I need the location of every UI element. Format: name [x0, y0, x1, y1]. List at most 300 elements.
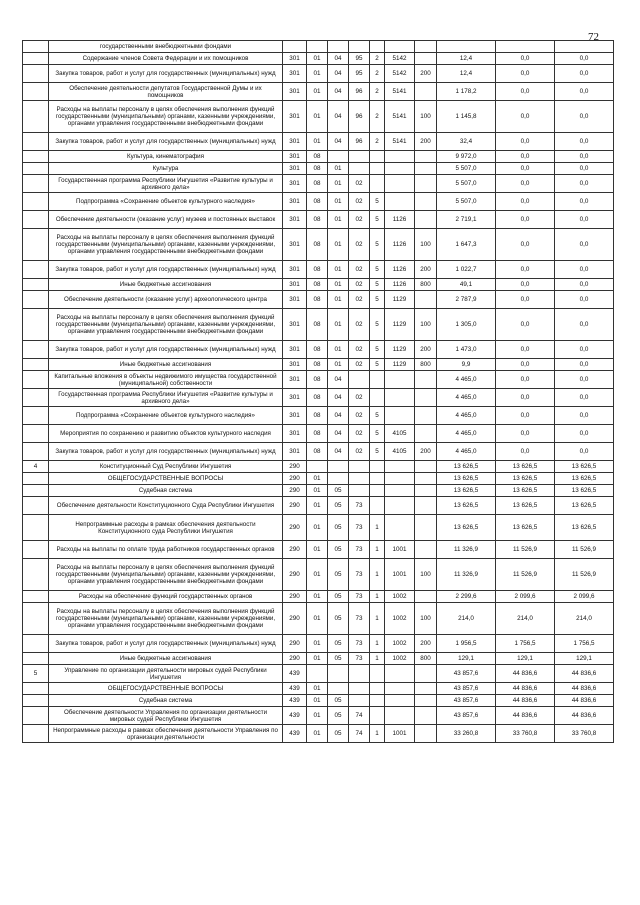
- code-ministry: 301: [283, 65, 307, 83]
- code-section: 08: [307, 193, 328, 211]
- amount-year-3: 13 626,5: [555, 515, 614, 541]
- amount-year-2: 44 836,6: [496, 707, 555, 725]
- code-expense-type: 100: [415, 559, 437, 591]
- amount-year-1: 4 465,0: [437, 425, 496, 443]
- code-program: 96: [349, 101, 370, 133]
- code-section: 01: [307, 541, 328, 559]
- code-subsection: 01: [328, 163, 349, 175]
- amount-year-2: 11 526,9: [496, 559, 555, 591]
- code-subprogram: 1: [370, 635, 385, 653]
- row-number: [23, 151, 49, 163]
- expense-name: Непрограммные расходы в рамках обеспечения деятельности Конституционного суда Республики Ингушетия: [49, 515, 283, 541]
- amount-year-1: 9,9: [437, 359, 496, 371]
- table-row: [23, 707, 614, 725]
- amount-year-2: 0,0: [496, 133, 555, 151]
- row-number: [23, 133, 49, 151]
- code-subprogram: 1: [370, 653, 385, 665]
- code-direction: 5141: [385, 83, 415, 101]
- amount-year-2: 0,0: [496, 83, 555, 101]
- code-program: [349, 151, 370, 163]
- code-ministry: 290: [283, 473, 307, 485]
- table-row: [23, 41, 614, 53]
- code-expense-type: [415, 371, 437, 389]
- code-direction: [385, 389, 415, 407]
- amount-year-2: 0,0: [496, 359, 555, 371]
- code-ministry: 301: [283, 53, 307, 65]
- table-row: [23, 665, 614, 683]
- table-row: [23, 53, 614, 65]
- code-section: 01: [307, 707, 328, 725]
- code-program: 95: [349, 65, 370, 83]
- code-direction: 5142: [385, 53, 415, 65]
- amount-year-1: 2 787,9: [437, 291, 496, 309]
- table-row: [23, 683, 614, 695]
- amount-year-2: 0,0: [496, 309, 555, 341]
- code-subprogram: 1: [370, 559, 385, 591]
- code-subsection: 01: [328, 211, 349, 229]
- code-program: 02: [349, 291, 370, 309]
- amount-year-1: 49,1: [437, 279, 496, 291]
- code-ministry: 290: [283, 591, 307, 603]
- amount-year-1: 11 326,9: [437, 559, 496, 591]
- code-program: 02: [349, 359, 370, 371]
- amount-year-2: 33 760,8: [496, 725, 555, 743]
- code-ministry: 301: [283, 359, 307, 371]
- table-row: [23, 591, 614, 603]
- expense-name: Закупка товаров, работ и услуг для государственных (муниципальных) нужд: [49, 341, 283, 359]
- amount-year-3: 44 836,6: [555, 665, 614, 683]
- amount-year-2: 13 626,5: [496, 497, 555, 515]
- amount-year-1: 214,0: [437, 603, 496, 635]
- table-row: [23, 443, 614, 461]
- code-subsection: 01: [328, 359, 349, 371]
- amount-year-2: 2 099,6: [496, 591, 555, 603]
- row-number: [23, 473, 49, 485]
- code-program: [349, 371, 370, 389]
- code-program: 96: [349, 83, 370, 101]
- amount-year-2: 0,0: [496, 53, 555, 65]
- code-expense-type: 100: [415, 309, 437, 341]
- amount-year-1: 5 507,0: [437, 175, 496, 193]
- code-subprogram: 5: [370, 211, 385, 229]
- amount-year-3: 0,0: [555, 193, 614, 211]
- code-program: 95: [349, 53, 370, 65]
- amount-year-2: 0,0: [496, 211, 555, 229]
- code-subsection: 05: [328, 653, 349, 665]
- table-row: [23, 407, 614, 425]
- code-subsection: [328, 683, 349, 695]
- table-body: [23, 41, 614, 743]
- table-row: [23, 515, 614, 541]
- amount-year-2: 0,0: [496, 151, 555, 163]
- code-subprogram: 1: [370, 591, 385, 603]
- code-section: 01: [307, 101, 328, 133]
- code-subsection: 04: [328, 133, 349, 151]
- code-section: 01: [307, 65, 328, 83]
- row-number: [23, 497, 49, 515]
- code-direction: [385, 461, 415, 473]
- code-program: 02: [349, 193, 370, 211]
- row-number: [23, 163, 49, 175]
- code-subprogram: 5: [370, 359, 385, 371]
- table-row: [23, 497, 614, 515]
- amount-year-3: 0,0: [555, 389, 614, 407]
- code-program: 02: [349, 211, 370, 229]
- expense-name: ОБЩЕГОСУДАРСТВЕННЫЕ ВОПРОСЫ: [49, 473, 283, 485]
- amount-year-1: 1 956,5: [437, 635, 496, 653]
- code-subsection: 01: [328, 229, 349, 261]
- code-ministry: 301: [283, 291, 307, 309]
- amount-year-2: 13 626,5: [496, 461, 555, 473]
- row-number: [23, 41, 49, 53]
- amount-year-2: 0,0: [496, 261, 555, 279]
- amount-year-2: 13 626,5: [496, 473, 555, 485]
- amount-year-1: 43 857,6: [437, 695, 496, 707]
- amount-year-1: 1 145,8: [437, 101, 496, 133]
- code-subsection: 04: [328, 389, 349, 407]
- amount-year-3: 0,0: [555, 261, 614, 279]
- code-section: 01: [307, 683, 328, 695]
- expense-name: Закупка товаров, работ и услуг для государственных (муниципальных) нужд: [49, 65, 283, 83]
- code-expense-type: [415, 407, 437, 425]
- expense-name: Расходы на выплаты персоналу в целях обеспечения выполнения функций государственными (муниципальными) органами, казенными учреждениями, органами управления государственными внебюджетными фондами: [49, 309, 283, 341]
- code-ministry: 290: [283, 653, 307, 665]
- amount-year-2: 0,0: [496, 163, 555, 175]
- amount-year-2: 44 836,6: [496, 665, 555, 683]
- row-number: [23, 211, 49, 229]
- code-subprogram: 1: [370, 515, 385, 541]
- code-program: 02: [349, 261, 370, 279]
- code-subprogram: [370, 175, 385, 193]
- code-direction: 1126: [385, 279, 415, 291]
- expense-name: Расходы на выплаты персоналу в целях обеспечения выполнения функций государственными (муниципальными) органами, казенными учреждениями, органами управления государственными внебюджетными фондами: [49, 603, 283, 635]
- code-ministry: 290: [283, 635, 307, 653]
- row-number: [23, 443, 49, 461]
- expense-name: Культура: [49, 163, 283, 175]
- amount-year-3: 44 836,6: [555, 695, 614, 707]
- code-direction: 1002: [385, 653, 415, 665]
- amount-year-1: 1 022,7: [437, 261, 496, 279]
- amount-year-3: [555, 41, 614, 53]
- code-subprogram: 5: [370, 425, 385, 443]
- table-row: [23, 695, 614, 707]
- expense-name: Обеспечение деятельности (оказание услуг) музеев и постоянных выставок: [49, 211, 283, 229]
- code-ministry: 301: [283, 389, 307, 407]
- code-expense-type: [415, 83, 437, 101]
- code-subprogram: 5: [370, 229, 385, 261]
- code-expense-type: 200: [415, 261, 437, 279]
- amount-year-3: 13 626,5: [555, 485, 614, 497]
- code-expense-type: [415, 163, 437, 175]
- amount-year-1: 12,4: [437, 53, 496, 65]
- code-direction: [385, 707, 415, 725]
- code-subsection: 04: [328, 443, 349, 461]
- code-program: [349, 461, 370, 473]
- code-subsection: 04: [328, 425, 349, 443]
- code-expense-type: [415, 425, 437, 443]
- code-subprogram: 5: [370, 341, 385, 359]
- code-ministry: 301: [283, 175, 307, 193]
- code-subprogram: [370, 473, 385, 485]
- amount-year-3: 0,0: [555, 425, 614, 443]
- code-subprogram: 2: [370, 101, 385, 133]
- row-number: [23, 341, 49, 359]
- code-direction: 1126: [385, 229, 415, 261]
- amount-year-3: 2 099,6: [555, 591, 614, 603]
- code-direction: 1126: [385, 261, 415, 279]
- amount-year-2: 0,0: [496, 65, 555, 83]
- expense-name: ОБЩЕГОСУДАРСТВЕННЫЕ ВОПРОСЫ: [49, 683, 283, 695]
- table-row: [23, 133, 614, 151]
- expense-name: Обеспечение деятельности Управления по организации деятельности мировых судей Республики Ингушетия: [49, 707, 283, 725]
- amount-year-3: 0,0: [555, 211, 614, 229]
- code-section: 01: [307, 591, 328, 603]
- table-row: [23, 163, 614, 175]
- table-row: [23, 461, 614, 473]
- row-number: [23, 279, 49, 291]
- amount-year-1: 13 626,5: [437, 497, 496, 515]
- code-subsection: 05: [328, 591, 349, 603]
- amount-year-3: 0,0: [555, 163, 614, 175]
- amount-year-3: 129,1: [555, 653, 614, 665]
- code-section: 08: [307, 425, 328, 443]
- code-expense-type: [415, 591, 437, 603]
- code-subprogram: 1: [370, 541, 385, 559]
- code-section: 01: [307, 133, 328, 151]
- amount-year-3: 0,0: [555, 175, 614, 193]
- code-ministry: 301: [283, 341, 307, 359]
- table-row: [23, 101, 614, 133]
- code-direction: [385, 41, 415, 53]
- amount-year-1: 2 719,1: [437, 211, 496, 229]
- code-ministry: 301: [283, 407, 307, 425]
- amount-year-3: 11 526,9: [555, 541, 614, 559]
- amount-year-2: 44 836,6: [496, 683, 555, 695]
- amount-year-2: 0,0: [496, 291, 555, 309]
- amount-year-1: 2 299,6: [437, 591, 496, 603]
- code-ministry: [283, 41, 307, 53]
- code-direction: 5141: [385, 101, 415, 133]
- amount-year-2: 129,1: [496, 653, 555, 665]
- row-number: [23, 635, 49, 653]
- code-direction: [385, 163, 415, 175]
- code-subsection: [328, 461, 349, 473]
- code-section: 01: [307, 497, 328, 515]
- expense-name: государственными внебюджетными фондами: [49, 41, 283, 53]
- code-program: 02: [349, 309, 370, 341]
- code-section: 01: [307, 485, 328, 497]
- amount-year-1: 32,4: [437, 133, 496, 151]
- code-program: 73: [349, 603, 370, 635]
- code-direction: 5142: [385, 65, 415, 83]
- row-number: [23, 653, 49, 665]
- amount-year-3: 214,0: [555, 603, 614, 635]
- code-subprogram: [370, 707, 385, 725]
- row-number: [23, 725, 49, 743]
- amount-year-1: 4 465,0: [437, 443, 496, 461]
- code-direction: 1002: [385, 591, 415, 603]
- code-direction: 1129: [385, 341, 415, 359]
- code-section: 01: [307, 635, 328, 653]
- code-section: 08: [307, 291, 328, 309]
- code-direction: 4105: [385, 443, 415, 461]
- row-number: [23, 683, 49, 695]
- row-number: [23, 425, 49, 443]
- code-subprogram: [370, 389, 385, 407]
- code-ministry: 301: [283, 101, 307, 133]
- code-ministry: 301: [283, 151, 307, 163]
- code-direction: 1126: [385, 211, 415, 229]
- amount-year-1: 4 465,0: [437, 389, 496, 407]
- expense-name: Управление по организации деятельности мировых судей Республики Ингушетия: [49, 665, 283, 683]
- amount-year-1: 43 857,6: [437, 665, 496, 683]
- code-direction: 1129: [385, 309, 415, 341]
- amount-year-1: 9 972,0: [437, 151, 496, 163]
- amount-year-2: 0,0: [496, 443, 555, 461]
- expense-name: Иные бюджетные ассигнования: [49, 279, 283, 291]
- code-subsection: 05: [328, 695, 349, 707]
- code-subsection: 04: [328, 65, 349, 83]
- code-section: 08: [307, 389, 328, 407]
- code-ministry: 301: [283, 163, 307, 175]
- code-program: 74: [349, 707, 370, 725]
- code-expense-type: [415, 683, 437, 695]
- page-number: 72: [588, 31, 599, 43]
- amount-year-3: 0,0: [555, 407, 614, 425]
- row-number: [23, 53, 49, 65]
- expense-name: Содержание членов Совета Федерации и их помощников: [49, 53, 283, 65]
- expense-name: Судебная система: [49, 485, 283, 497]
- code-direction: [385, 683, 415, 695]
- amount-year-3: 0,0: [555, 151, 614, 163]
- code-program: [349, 485, 370, 497]
- row-number: [23, 65, 49, 83]
- code-section: 08: [307, 261, 328, 279]
- table-row: [23, 371, 614, 389]
- code-program: 02: [349, 443, 370, 461]
- code-program: [349, 163, 370, 175]
- expense-name: Капитальные вложения в объекты недвижимого имущества государственной (муниципальной) собственности: [49, 371, 283, 389]
- code-subsection: 05: [328, 635, 349, 653]
- code-program: [349, 695, 370, 707]
- code-subsection: 01: [328, 175, 349, 193]
- code-subprogram: [370, 497, 385, 515]
- code-direction: [385, 151, 415, 163]
- code-subsection: 05: [328, 725, 349, 743]
- expense-name: Подпрограмма «Сохранение объектов культурного наследия»: [49, 193, 283, 211]
- expense-name: Обеспечение деятельности Конституционного Суда Республики Ингушетия: [49, 497, 283, 515]
- code-expense-type: 800: [415, 653, 437, 665]
- code-program: 73: [349, 541, 370, 559]
- amount-year-2: 0,0: [496, 175, 555, 193]
- amount-year-1: 13 626,5: [437, 485, 496, 497]
- code-subprogram: 5: [370, 261, 385, 279]
- amount-year-1: 5 507,0: [437, 193, 496, 211]
- code-expense-type: [415, 389, 437, 407]
- code-direction: [385, 485, 415, 497]
- code-ministry: 290: [283, 485, 307, 497]
- amount-year-1: 43 857,6: [437, 683, 496, 695]
- code-subprogram: [370, 163, 385, 175]
- code-section: 08: [307, 341, 328, 359]
- code-expense-type: 200: [415, 341, 437, 359]
- amount-year-1: 13 626,5: [437, 473, 496, 485]
- amount-year-3: 0,0: [555, 65, 614, 83]
- code-expense-type: [415, 41, 437, 53]
- amount-year-3: 0,0: [555, 279, 614, 291]
- expense-name: Мероприятия по сохранению и развитию объектов культурного наследия: [49, 425, 283, 443]
- code-program: 73: [349, 635, 370, 653]
- expense-name: Государственная программа Республики Ингушетия «Развитие культуры и архивного дела»: [49, 175, 283, 193]
- code-direction: [385, 473, 415, 485]
- code-expense-type: 100: [415, 603, 437, 635]
- code-expense-type: 200: [415, 443, 437, 461]
- code-section: 08: [307, 229, 328, 261]
- code-program: [349, 665, 370, 683]
- amount-year-3: 0,0: [555, 101, 614, 133]
- amount-year-3: 0,0: [555, 53, 614, 65]
- code-subprogram: [370, 683, 385, 695]
- row-number: [23, 193, 49, 211]
- expense-name: Судебная система: [49, 695, 283, 707]
- table-row: [23, 473, 614, 485]
- expense-name: Расходы на обеспечение функций государственных органов: [49, 591, 283, 603]
- expense-name: Обеспечение деятельности (оказание услуг) археологического центра: [49, 291, 283, 309]
- row-number: [23, 309, 49, 341]
- code-program: 02: [349, 407, 370, 425]
- code-expense-type: 200: [415, 635, 437, 653]
- expense-name: Культура, кинематография: [49, 151, 283, 163]
- amount-year-3: 13 626,5: [555, 497, 614, 515]
- code-ministry: 301: [283, 83, 307, 101]
- code-ministry: 301: [283, 193, 307, 211]
- amount-year-2: 0,0: [496, 229, 555, 261]
- table-row: [23, 211, 614, 229]
- row-number: 4: [23, 461, 49, 473]
- code-expense-type: 800: [415, 279, 437, 291]
- code-expense-type: [415, 665, 437, 683]
- amount-year-3: 0,0: [555, 309, 614, 341]
- code-ministry: 301: [283, 133, 307, 151]
- table-row: [23, 193, 614, 211]
- code-subprogram: [370, 371, 385, 389]
- amount-year-3: 33 760,8: [555, 725, 614, 743]
- amount-year-2: 0,0: [496, 371, 555, 389]
- code-ministry: 439: [283, 707, 307, 725]
- row-number: [23, 603, 49, 635]
- code-subprogram: 2: [370, 65, 385, 83]
- code-expense-type: [415, 53, 437, 65]
- code-ministry: 301: [283, 309, 307, 341]
- code-subsection: [328, 473, 349, 485]
- code-expense-type: [415, 473, 437, 485]
- code-direction: [385, 497, 415, 515]
- table-row: [23, 291, 614, 309]
- code-expense-type: [415, 695, 437, 707]
- code-program: 73: [349, 497, 370, 515]
- expense-name: Закупка товаров, работ и услуг для государственных (муниципальных) нужд: [49, 261, 283, 279]
- code-section: 01: [307, 83, 328, 101]
- code-expense-type: [415, 151, 437, 163]
- amount-year-1: 43 857,6: [437, 707, 496, 725]
- code-section: 01: [307, 653, 328, 665]
- code-subprogram: 1: [370, 725, 385, 743]
- expense-name: Подпрограмма «Сохранение объектов культурного наследия»: [49, 407, 283, 425]
- amount-year-1: 11 326,9: [437, 541, 496, 559]
- amount-year-2: 0,0: [496, 193, 555, 211]
- amount-year-2: 0,0: [496, 389, 555, 407]
- code-ministry: 301: [283, 371, 307, 389]
